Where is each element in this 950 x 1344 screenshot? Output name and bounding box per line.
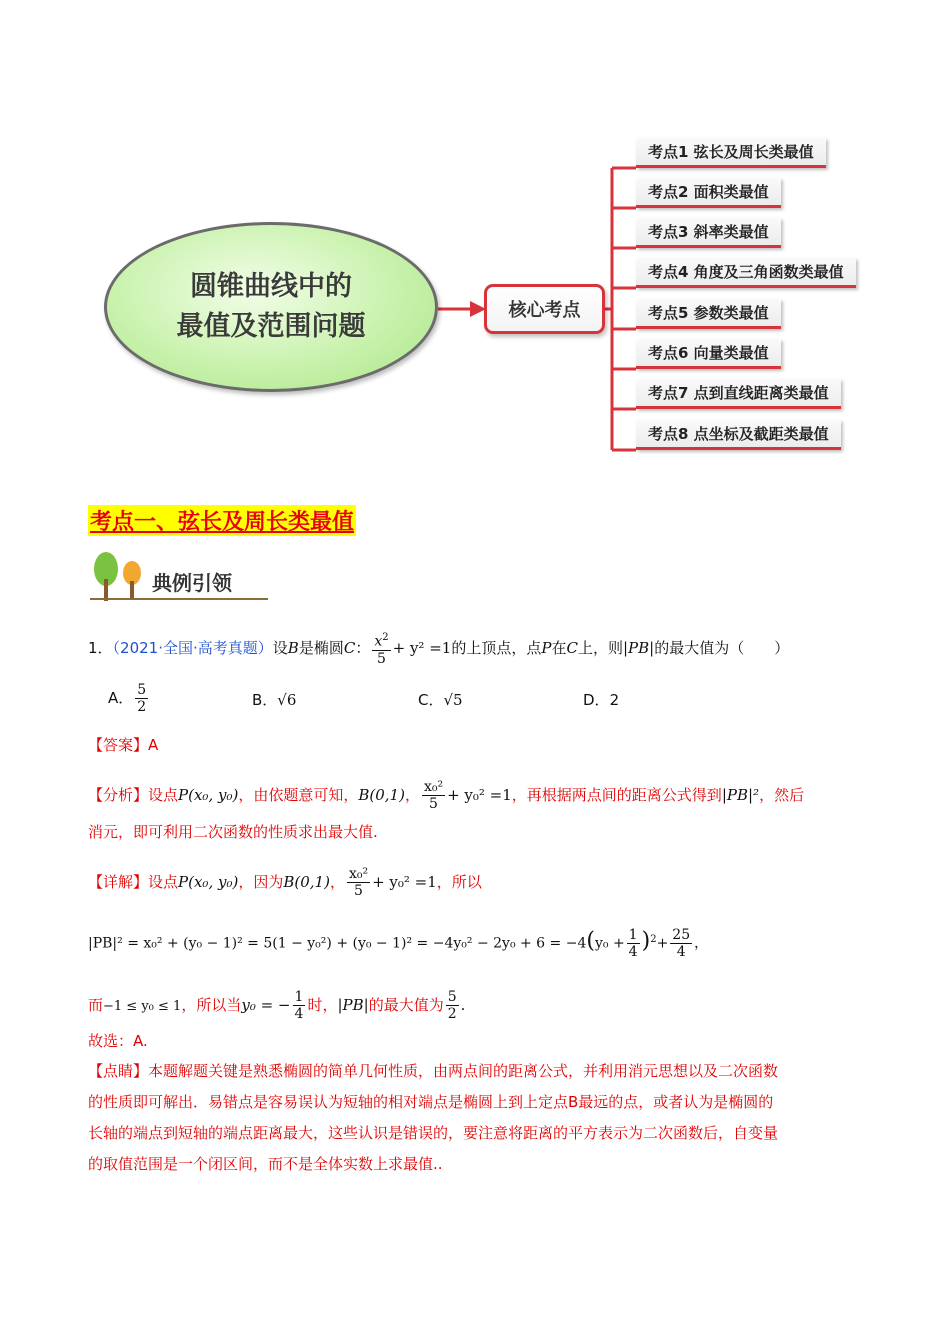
answer-value: A bbox=[148, 736, 159, 754]
frac-den: 5 bbox=[377, 650, 386, 667]
detail-text: 而 bbox=[88, 996, 104, 1014]
comment-block bbox=[88, 1056, 868, 1180]
detail-label: 【详解】 bbox=[88, 873, 149, 891]
analysis-text: ，然后 bbox=[759, 786, 805, 804]
point-b: B(0,1) bbox=[283, 873, 330, 891]
option-value: √6 bbox=[277, 691, 297, 709]
frac-x: x bbox=[374, 633, 383, 650]
detail-formula: |PB|² = x₀² + (y₀ − 1)² = 5(1 − y₀²) + (y₀ − 1)² = −4y₀² − 2y₀ + 6 = −4(y₀ + $\frac{1}{4}$ )$^2$+ $\frac{25}{4}$ ， bbox=[88, 927, 709, 960]
detail-text: 设点 bbox=[148, 873, 179, 891]
frac-num: 1 bbox=[628, 927, 638, 943]
frac-den: 4 bbox=[294, 1006, 304, 1022]
var-b: B bbox=[287, 638, 299, 657]
point-b: B(0,1) bbox=[358, 786, 405, 804]
mindmap-center-node bbox=[104, 222, 438, 392]
range: −1 ≤ y₀ ≤ 1 bbox=[103, 999, 182, 1014]
kp-node-1: 考点1 弦长及周长类最值 bbox=[636, 138, 826, 168]
option-label: B． bbox=[252, 691, 278, 709]
kp-node-6: 考点6 向量类最值 bbox=[636, 339, 781, 369]
core-points-node: 核心考点 bbox=[484, 284, 605, 334]
example-banner: 典例引领 bbox=[152, 571, 232, 595]
question-number: 1． bbox=[88, 638, 113, 657]
option-label: A． bbox=[108, 689, 134, 707]
var-p: P bbox=[541, 638, 552, 657]
colon: ： bbox=[355, 638, 371, 657]
comment-line-2: 的性质即可解出．易错点是容易误认为短轴的相对端点是椭圆上到上定点B最远的点，或者认为是椭圆的 bbox=[88, 1093, 774, 1111]
detail-text: ，所以 bbox=[436, 873, 482, 891]
frac-num: 5 bbox=[137, 682, 147, 698]
question-text: 是椭圆 bbox=[298, 638, 344, 657]
option-label: D． bbox=[583, 691, 610, 709]
section-title: 考点一、弦长及周长类最值 bbox=[88, 505, 356, 536]
frac-num: 1 bbox=[294, 989, 304, 1005]
option-value: 2 bbox=[609, 691, 620, 709]
question-text: 的上顶点，点 bbox=[451, 638, 542, 657]
kp-node-5: 考点5 参数类最值 bbox=[636, 299, 781, 329]
y0-value: y₀ = − bbox=[241, 996, 291, 1014]
detail-fraction bbox=[347, 866, 370, 899]
analysis-text: ，由依题意可知， bbox=[238, 786, 359, 804]
point-p: P(x₀, y₀) bbox=[178, 786, 239, 804]
analysis-text: ， bbox=[404, 786, 420, 804]
center-line-2: 最值及范围问题 bbox=[176, 311, 366, 342]
tree-icon bbox=[90, 549, 146, 603]
analysis-text: ，再根据两点间的距离公式得到 bbox=[511, 786, 722, 804]
comment-text: 本题解题关键是熟悉椭圆的简单几何性质，由两点间的距离公式，并利用消元思想以及二次函数 bbox=[148, 1062, 779, 1080]
banner-underline bbox=[130, 598, 268, 600]
option-c[interactable] bbox=[418, 690, 463, 710]
kp-node-4: 考点4 角度及三角函数类最值 bbox=[636, 258, 856, 288]
frac-num: x₀² bbox=[423, 779, 444, 795]
detail-text: ， bbox=[329, 873, 345, 891]
answer-label: 【答案】 bbox=[88, 736, 149, 754]
kp-node-8: 考点8 点坐标及截距类最值 bbox=[636, 420, 841, 450]
option-d[interactable] bbox=[583, 690, 619, 710]
question-text: 的最大值为（ ） bbox=[654, 638, 790, 657]
point-p: P(x₀, y₀) bbox=[178, 873, 239, 891]
frac-den: 2 bbox=[447, 1006, 457, 1022]
question-text: 设 bbox=[272, 638, 288, 657]
ellipse-rest: + y² =1 bbox=[392, 638, 452, 657]
pb-abs: |PB| bbox=[622, 638, 655, 657]
question-line bbox=[88, 630, 789, 667]
detail-eq: + y₀² =1 bbox=[372, 873, 437, 891]
detail-text: ，因为 bbox=[238, 873, 284, 891]
frac-num: x₀² bbox=[348, 866, 369, 882]
comment-line-4: 的取值范围是一个闭区间，而不是全体实数上求最值.. bbox=[88, 1155, 443, 1173]
option-value: √5 bbox=[443, 691, 463, 709]
frac-num: 25 bbox=[672, 927, 691, 943]
answer-line bbox=[88, 735, 158, 755]
analysis-fraction bbox=[422, 779, 445, 812]
detail-text: 时， bbox=[307, 996, 338, 1014]
formula-part: + bbox=[656, 935, 669, 952]
frac-sup: 2 bbox=[382, 632, 389, 643]
kp-node-2: 考点2 面积类最值 bbox=[636, 178, 781, 208]
analysis-label: 【分析】 bbox=[88, 786, 149, 804]
comment-line-1 bbox=[88, 1056, 868, 1087]
frac-num: 5 bbox=[447, 989, 457, 1005]
pb-abs: |PB| bbox=[337, 996, 369, 1014]
cond-fraction bbox=[293, 989, 306, 1022]
ellipse-fraction bbox=[372, 630, 390, 667]
choose-line: 故选：A. bbox=[88, 1032, 148, 1050]
option-label: C． bbox=[418, 691, 444, 709]
detail-condition bbox=[88, 989, 465, 1022]
question-source: （2021·全国·高考真题） bbox=[112, 638, 273, 657]
comment-label: 【点睛】 bbox=[88, 1062, 149, 1080]
question-text: 在 bbox=[551, 638, 567, 657]
var-c: C bbox=[566, 638, 578, 657]
detail-line-1 bbox=[88, 866, 482, 899]
analysis-text: 设点 bbox=[148, 786, 179, 804]
detail-text: ，所以当 bbox=[181, 996, 242, 1014]
analysis-line-2: 消元，即可利用二次函数的性质求出最大值. bbox=[88, 823, 378, 841]
frac-den: 5 bbox=[429, 796, 438, 812]
comment-line-3: 长轴的端点到短轴的端点距离最大，这些认识是错误的，要注意将距离的平方表示为二次函数后，自变量 bbox=[88, 1124, 779, 1142]
frac-den: 5 bbox=[354, 883, 363, 899]
center-line-1: 圆锥曲线中的 bbox=[190, 271, 352, 302]
detail-text: . bbox=[460, 996, 466, 1014]
var-c: C bbox=[343, 638, 356, 657]
option-a[interactable] bbox=[108, 682, 150, 715]
formula-fraction bbox=[627, 927, 640, 960]
formula-part: ， bbox=[694, 935, 709, 952]
kp-node-3: 考点3 斜率类最值 bbox=[636, 218, 781, 248]
detail-text: 的最大值为 bbox=[368, 996, 444, 1014]
option-b[interactable] bbox=[252, 690, 296, 710]
frac-den: 4 bbox=[628, 944, 638, 960]
formula-part: y₀ + bbox=[594, 935, 625, 952]
formula-part: |PB|² = x₀² + (y₀ − 1)² = 5(1 − y₀²) + (y₀ − 1)² = −4y₀² − 2y₀ + 6 = −4 bbox=[88, 935, 587, 952]
analysis-eq: + y₀² =1 bbox=[447, 786, 512, 804]
analysis-line-1 bbox=[88, 779, 804, 812]
kp-node-7: 考点7 点到直线距离类最值 bbox=[636, 379, 841, 409]
question-text: 上，则 bbox=[577, 638, 623, 657]
frac-den: 2 bbox=[137, 699, 147, 715]
pb-squared: |PB|² bbox=[721, 786, 760, 804]
max-fraction bbox=[446, 989, 459, 1022]
frac-den: 4 bbox=[676, 944, 686, 960]
option-a-fraction bbox=[135, 682, 148, 715]
formula-fraction bbox=[670, 927, 692, 960]
